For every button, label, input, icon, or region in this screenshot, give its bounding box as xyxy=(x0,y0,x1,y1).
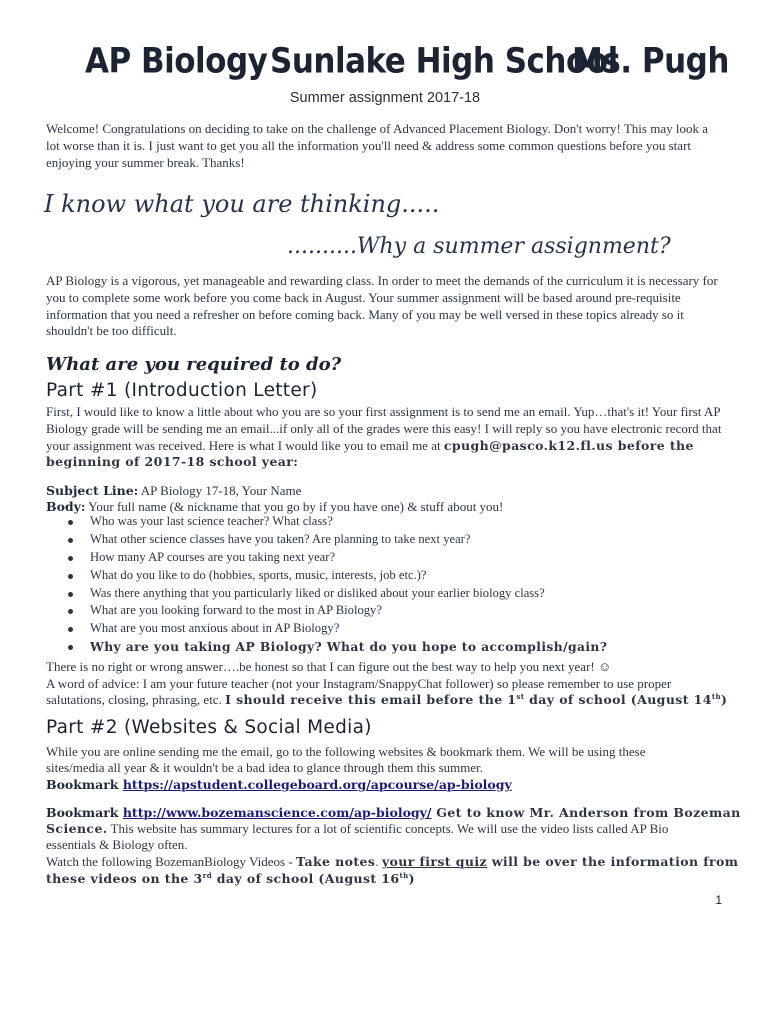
part2-intro-line-1: While you are online sending me the email, go to the following websites & bookmark them. We will be using these xyxy=(46,744,646,759)
list-item: What are you looking forward to the most in AP Biology? xyxy=(46,602,607,620)
quiz-rest: will be over the information from xyxy=(487,854,739,869)
script-heading-1: I know what you are thinking..... xyxy=(44,190,440,218)
ordinal-sup: st xyxy=(516,692,525,701)
school-name: Sunlake High School xyxy=(270,41,618,82)
quiz-date-a: these videos on the 3 xyxy=(46,871,203,886)
body-value: Your full name (& nickname that you go by if you have one) & stuff about you! xyxy=(85,499,504,514)
teacher-email[interactable]: cpugh@pasco.k12.fl.us xyxy=(443,437,613,453)
advice-text: salutations, closing, phrasing, etc. xyxy=(46,692,226,707)
receive-end: ) xyxy=(721,692,728,707)
section-question: What are you required to do? xyxy=(46,354,342,375)
bookmark-row-1 xyxy=(46,777,512,793)
quiz-date-b: day of school (August 16 xyxy=(212,871,400,886)
overview-paragraph: AP Biology is a vigorous, yet manageable and rewarding class. In order to meet the demands of the curriculum it is necessary for you to complete some work before you come back in August. Your summer assignment will be based around pre-requisite information that you need a refresher on before coming back. Many of you may be well versed in these topics already so it shouldn't be too difficult. xyxy=(46,273,718,339)
part2-heading: Part #2 (Websites & Social Media) xyxy=(46,717,372,738)
no-right-answer-text: There is no right or wrong answer….be honest so that I can figure out the best way to help you next year! ☺ xyxy=(46,659,612,674)
first-quiz: your first quiz xyxy=(381,854,488,869)
list-item: What are you most anxious about in AP Biology? xyxy=(46,620,607,638)
bozeman-link[interactable]: http://www.bozemanscience.com/ap-biology/ xyxy=(122,805,432,820)
subject-line-value: AP Biology 17-18, Your Name xyxy=(138,483,302,498)
intro-paragraph: Welcome! Congratulations on deciding to take on the challenge of Advanced Placement Biology. Don't worry! This may look a lot worse than it is. I just want to get you all the information you'll need & address some common questions before you start enjoying your summer break. Thanks! xyxy=(46,121,708,170)
ordinal-sup: th xyxy=(711,692,721,701)
take-notes: Take notes xyxy=(295,854,376,869)
receive-text: I should receive this email before the 1 xyxy=(225,692,517,707)
email-deadline: before the beginning of 2017-18 school year: xyxy=(46,437,694,470)
bozeman-desc: This website has summary lectures for a lot of scientific concepts. We will use the video lists called AP Bio xyxy=(107,821,669,836)
subject-line-label: Subject Line: xyxy=(46,483,139,498)
body-label: Body: xyxy=(46,499,86,514)
part2-intro-line-2: sites/media all year & it wouldn't be a bad idea to glance through them this summer. xyxy=(46,760,484,775)
ordinal-sup: rd xyxy=(202,871,213,880)
collegeboard-link[interactable]: https://apstudent.collegeboard.org/apcourse/ap-biology xyxy=(122,777,512,792)
bozeman-desc-line-2: essentials & Biology often. xyxy=(46,837,188,852)
email-questions-list xyxy=(46,513,607,656)
bozeman-title: Get to know Mr. Anderson from Bozeman xyxy=(431,805,741,820)
list-item: What do you like to do (hobbies, sports, music, interests, job etc.)? xyxy=(46,567,607,585)
page-number: 1 xyxy=(715,893,722,907)
quiz-date-line xyxy=(46,871,415,887)
bookmark-label: Bookmark xyxy=(46,777,123,792)
bozeman-desc-line-1 xyxy=(46,821,668,837)
list-item: Why are you taking AP Biology? What do you hope to accomplish/gain? xyxy=(46,638,607,656)
advice-line-2 xyxy=(46,692,727,708)
part1-body-text: First, I would like to know a little about who you are so your first assignment is to send me an email. Yup…that's it! Your first AP Biology grade will be sending me an email...if only all of the grades were this easy! I will reply so you have electronic record that your assignment was received. Here is what I would like you to email me at xyxy=(46,404,722,453)
watch-videos-line xyxy=(46,854,738,870)
subject-line-row xyxy=(46,483,301,499)
bookmark-label: Bookmark xyxy=(46,805,123,820)
watch-text: Watch the following BozemanBiology Videos - xyxy=(46,854,296,869)
list-item: Who was your last science teacher? What class? xyxy=(46,513,607,531)
part1-heading: Part #1 (Introduction Letter) xyxy=(46,380,318,401)
advice-line-1: A word of advice: I am your future teacher (not your Instagram/SnappyChat follower) so please remember to use proper xyxy=(46,676,672,691)
quiz-date-c: ) xyxy=(408,871,415,886)
list-item: What other science classes have you taken? Are planning to take next year? xyxy=(46,531,607,549)
receive-mid: day of school (August 14 xyxy=(524,692,712,707)
receive-deadline xyxy=(225,692,727,707)
quiz-date xyxy=(46,871,415,886)
course-title: AP Biology xyxy=(85,41,268,82)
document-subtitle: Summer assignment 2017-18 xyxy=(289,90,481,106)
bozeman-title-2: Science. xyxy=(46,821,108,836)
teacher-name: Ms. Pugh xyxy=(572,41,729,82)
script-heading-2: ..........Why a summer assignment? xyxy=(287,234,671,259)
notes-sep: . xyxy=(375,854,382,869)
bookmark-row-2 xyxy=(46,805,741,821)
ordinal-sup: th xyxy=(399,871,409,880)
list-item: Was there anything that you particularly liked or disliked about your earlier biology class? xyxy=(46,585,607,603)
document-header xyxy=(0,41,770,97)
list-item: How many AP courses are you taking next year? xyxy=(46,549,607,567)
part1-paragraph xyxy=(46,404,722,471)
